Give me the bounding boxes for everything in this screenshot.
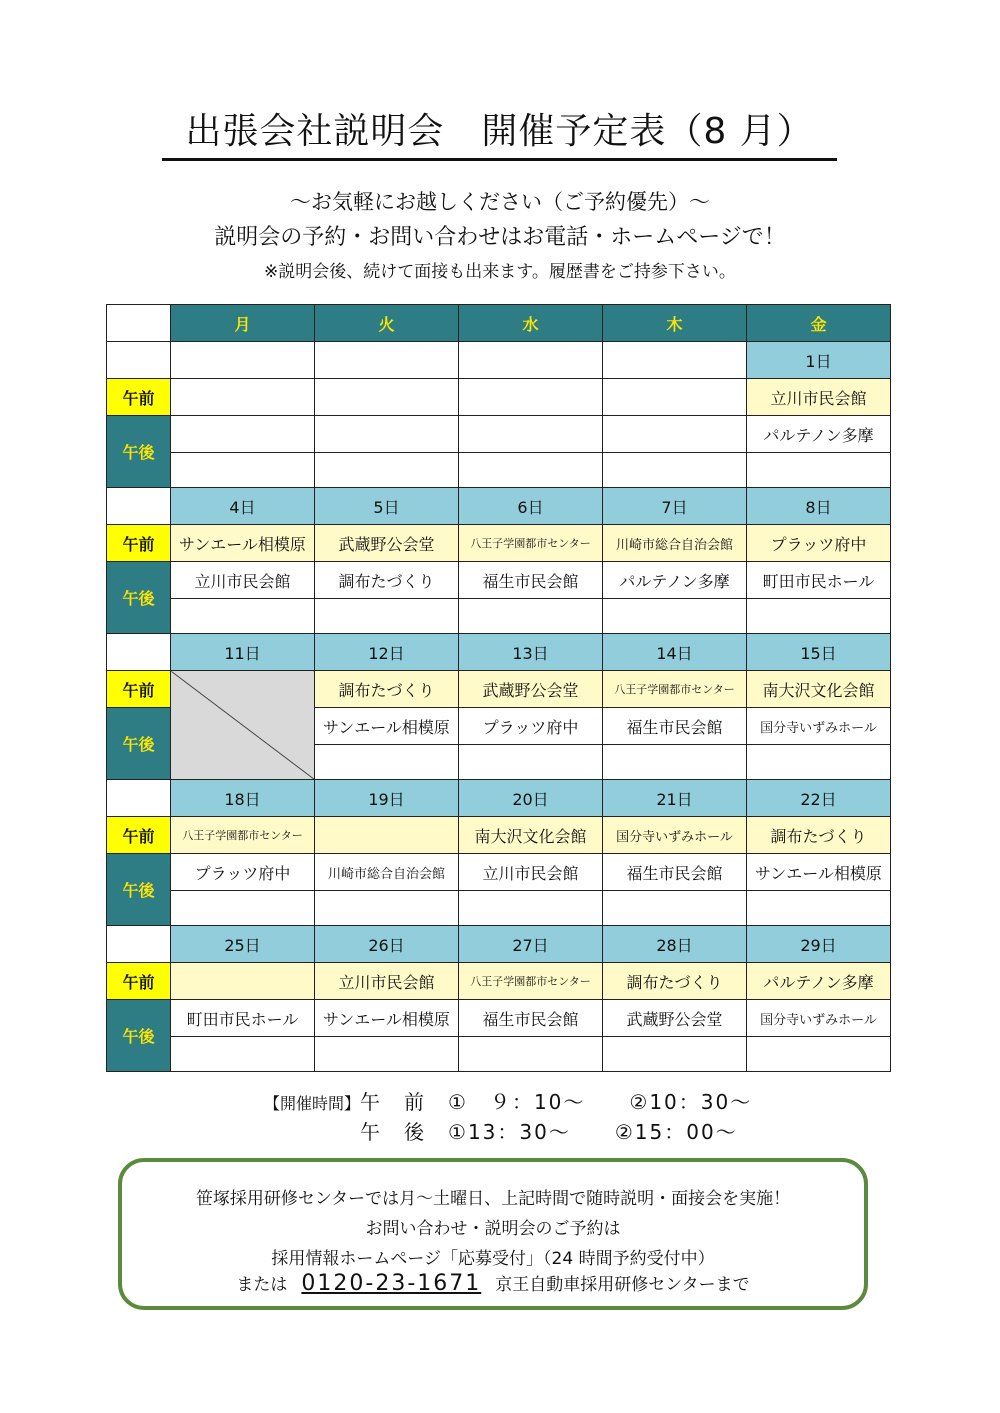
am-label: 午前: [107, 671, 171, 708]
pm-label: 午後: [107, 708, 171, 780]
spare-row: [107, 599, 891, 634]
spare-cell: [459, 745, 603, 780]
date-row-blank: [107, 926, 171, 963]
am-venue: 立川市民会館: [315, 963, 459, 1000]
am-label: 午前: [107, 525, 171, 562]
date-cell: 22日: [747, 780, 891, 817]
weekday-thu: 木: [603, 305, 747, 342]
spare-cell: [315, 453, 459, 488]
pm-venue: 立川市民会館: [459, 854, 603, 891]
date-cell: [603, 342, 747, 379]
date-cell: 18日: [171, 780, 315, 817]
date-cell: 21日: [603, 780, 747, 817]
am-venue: [315, 817, 459, 854]
pm-venue: 福生市民会館: [459, 562, 603, 599]
am-venue: 川崎市総合自治会館: [603, 525, 747, 562]
date-cell: 28日: [603, 926, 747, 963]
am-venue: 調布たづくり: [315, 671, 459, 708]
pm-venue: [459, 416, 603, 453]
date-cell: 11日: [171, 634, 315, 671]
am-label: 午前: [107, 379, 171, 416]
pm-row: [107, 562, 891, 599]
pm-venue: パルテノン多摩: [603, 562, 747, 599]
am-venue: [459, 379, 603, 416]
hours-pm-text: 午 後 ①13：30～ ②15：00～: [360, 1120, 738, 1144]
date-row-blank: [107, 342, 171, 379]
weekday-mon: 月: [171, 305, 315, 342]
am-venue: サンエール相模原: [171, 525, 315, 562]
pm-venue: [171, 416, 315, 453]
spare-cell: [603, 1037, 747, 1072]
pm-label: 午後: [107, 416, 171, 488]
date-cell: [459, 342, 603, 379]
date-cell: [315, 342, 459, 379]
pm-label: 午後: [107, 854, 171, 926]
pm-row: [107, 1000, 891, 1037]
am-venue: 調布たづくり: [747, 817, 891, 854]
am-label: 午前: [107, 963, 171, 1000]
hours-am-text: 午 前 ① ９：10～ ②10：30～: [360, 1090, 753, 1114]
date-cell: 8日: [747, 488, 891, 525]
date-row: [107, 634, 891, 671]
am-venue: [171, 963, 315, 1000]
am-venue: 八王子学園都市センター: [459, 525, 603, 562]
pm-venue: プラッツ府中: [459, 708, 603, 745]
page-title: 出張会社説明会 開催予定表（8 月）: [162, 106, 837, 161]
spare-cell: [747, 599, 891, 634]
date-cell: 7日: [603, 488, 747, 525]
am-venue: [603, 379, 747, 416]
pm-venue: プラッツ府中: [171, 854, 315, 891]
spare-cell: [747, 1037, 891, 1072]
am-venue: 武蔵野公会堂: [459, 671, 603, 708]
spare-cell: [171, 453, 315, 488]
pm-venue: [315, 416, 459, 453]
info-line-2: お問い合わせ・説明会のご予約は: [365, 1219, 621, 1239]
pm-row: [107, 854, 891, 891]
spare-cell: [315, 745, 459, 780]
spare-cell: [459, 453, 603, 488]
info-line-4-prefix: または: [236, 1275, 288, 1295]
weekday-fri: 金: [747, 305, 891, 342]
date-cell: 26日: [315, 926, 459, 963]
spare-cell: [171, 891, 315, 926]
date-cell: 14日: [603, 634, 747, 671]
am-row: [107, 671, 891, 708]
am-row: [107, 817, 891, 854]
am-venue: 調布たづくり: [603, 963, 747, 1000]
date-cell: [171, 342, 315, 379]
spare-cell: [459, 1037, 603, 1072]
date-row-blank: [107, 780, 171, 817]
schedule-calendar: [106, 304, 891, 1072]
am-venue: 八王子学園都市センター: [603, 671, 747, 708]
weekday-header-row: [107, 305, 891, 342]
pm-venue: 川崎市総合自治会館: [315, 854, 459, 891]
date-cell: 5日: [315, 488, 459, 525]
weekday-tue: 火: [315, 305, 459, 342]
spare-cell: [603, 453, 747, 488]
date-cell: 6日: [459, 488, 603, 525]
pm-venue: 福生市民会館: [603, 854, 747, 891]
spare-cell: [603, 599, 747, 634]
am-venue: 八王子学園都市センター: [171, 817, 315, 854]
weekday-wed: 水: [459, 305, 603, 342]
spare-cell: [315, 599, 459, 634]
date-row: [107, 342, 891, 379]
spare-row: [107, 453, 891, 488]
date-row-blank: [107, 634, 171, 671]
pm-venue: 福生市民会館: [459, 1000, 603, 1037]
am-venue: [171, 379, 315, 416]
am-row: [107, 525, 891, 562]
date-cell: 29日: [747, 926, 891, 963]
spare-row: [107, 1037, 891, 1072]
spare-row: [107, 891, 891, 926]
pm-venue: [603, 416, 747, 453]
holiday-cell: [171, 671, 315, 780]
am-venue: 立川市民会館: [747, 379, 891, 416]
spare-cell: [171, 599, 315, 634]
date-cell: 4日: [171, 488, 315, 525]
pm-venue: 福生市民会館: [603, 708, 747, 745]
am-label: 午前: [107, 817, 171, 854]
pm-venue: 立川市民会館: [171, 562, 315, 599]
pm-label: 午後: [107, 1000, 171, 1072]
pm-venue: パルテノン多摩: [747, 416, 891, 453]
am-row: [107, 963, 891, 1000]
info-line-4: [122, 1270, 864, 1296]
am-venue: 南大沢文化会館: [459, 817, 603, 854]
phone-number[interactable]: 0120-23-1671: [301, 1271, 482, 1296]
am-venue: パルテノン多摩: [747, 963, 891, 1000]
info-line-1: 笹塚採用研修センターでは月～土曜日、上記時間で随時説明・面接会を実施！: [195, 1189, 791, 1209]
spare-cell: [747, 891, 891, 926]
pm-venue: 国分寺いずみホール: [747, 708, 891, 745]
date-cell: 27日: [459, 926, 603, 963]
am-venue: プラッツ府中: [747, 525, 891, 562]
pm-venue: 町田市民ホール: [747, 562, 891, 599]
date-cell: 19日: [315, 780, 459, 817]
spare-cell: [747, 453, 891, 488]
date-row: [107, 780, 891, 817]
pm-row: [107, 416, 891, 453]
date-cell: 1日: [747, 342, 891, 379]
hours-am: [264, 1086, 752, 1115]
info-box: [118, 1158, 868, 1310]
pm-venue: 武蔵野公会堂: [603, 1000, 747, 1037]
pm-venue: サンエール相模原: [315, 1000, 459, 1037]
hours-label: 【開催時間】: [264, 1094, 361, 1113]
date-cell: 20日: [459, 780, 603, 817]
pm-venue: 町田市民ホール: [171, 1000, 315, 1037]
pm-label: 午後: [107, 562, 171, 634]
pm-venue: 国分寺いずみホール: [747, 1000, 891, 1037]
subtitle-contact: 説明会の予約・お問い合わせはお電話・ホームページで！: [214, 225, 786, 250]
am-venue: 国分寺いずみホール: [603, 817, 747, 854]
subtitle-note: ※説明会後、続けて面接も出来ます。履歴書をご持参下さい。: [264, 262, 736, 282]
date-cell: 12日: [315, 634, 459, 671]
date-row-blank: [107, 488, 171, 525]
hours-pm: [264, 1116, 738, 1145]
spare-cell: [459, 891, 603, 926]
am-venue: 武蔵野公会堂: [315, 525, 459, 562]
am-venue: [315, 379, 459, 416]
info-line-3: 採用情報ホームページ「応募受付」（24 時間予約受付中）: [271, 1249, 715, 1269]
date-row: [107, 926, 891, 963]
am-venue: 南大沢文化会館: [747, 671, 891, 708]
am-row: [107, 379, 891, 416]
date-row: [107, 488, 891, 525]
corner-cell: [107, 305, 171, 342]
am-venue: 八王子学園都市センター: [459, 963, 603, 1000]
spare-cell: [747, 745, 891, 780]
spare-cell: [459, 599, 603, 634]
spare-cell: [171, 1037, 315, 1072]
date-cell: 15日: [747, 634, 891, 671]
date-cell: 13日: [459, 634, 603, 671]
pm-venue: サンエール相模原: [747, 854, 891, 891]
info-line-4-suffix: 京王自動車採用研修センターまで: [495, 1275, 750, 1295]
spare-cell: [315, 1037, 459, 1072]
spare-cell: [603, 891, 747, 926]
pm-venue: 調布たづくり: [315, 562, 459, 599]
pm-venue: サンエール相模原: [315, 708, 459, 745]
date-cell: 25日: [171, 926, 315, 963]
spare-cell: [603, 745, 747, 780]
subtitle-invite: ～お気軽にお越しください（ご予約優先）～: [290, 190, 710, 214]
spare-cell: [315, 891, 459, 926]
